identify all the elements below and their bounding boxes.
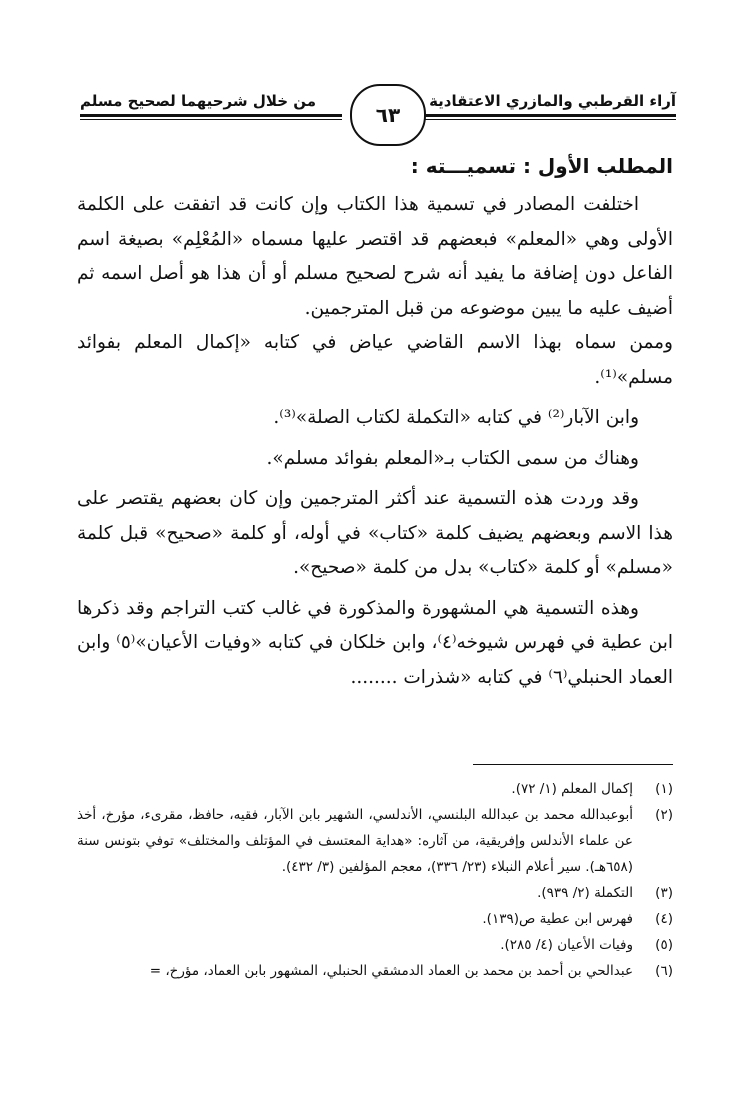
footnote-1 (77, 776, 673, 802)
header-rule-left-thick (80, 114, 342, 117)
main-text (77, 188, 673, 695)
footnote-number: (١) (655, 781, 673, 797)
footnote-text: إكمال المعلم (١/ ٧٢). (511, 781, 633, 797)
page-number: ٦٣ (375, 103, 401, 127)
footnote-4 (77, 906, 673, 932)
paragraph-2: وممن سماه بهذا الاسم القاضي عياض في كتابه «إكمال المعلم بفوائد مسلم»⁽¹⁾. (77, 332, 673, 388)
paragraph-4: وهناك من سمى الكتاب بـ«المعلم بفوائد مسلم». (266, 447, 639, 469)
footnote-2 (77, 802, 673, 880)
footnote-text: عبدالحي بن أحمد بن محمد بن العماد الدمشقي الحنبلي، المشهور بابن العماد، مؤرخ، = (149, 963, 633, 979)
page-number-badge (350, 84, 426, 146)
footnote-text: التكملة (٢/ ٩٣٩). (537, 885, 633, 901)
paragraph-5: وقد وردت هذه التسمية عند أكثر المترجمين وإن كان بعضهم يقتصر على هذا الاسم وبعضهم يضيف كلمة «كتاب» في أوله، أو كلمة «صحيح» قبل كلمة «مسلم» أو كلمة «كتاب» بدل من كلمة «صحيح». (77, 488, 673, 578)
footnote-3 (77, 880, 673, 906)
header-book-subtitle: من خلال شرحيهما لصحيح مسلم (80, 92, 317, 110)
footnote-number: (٥) (655, 937, 673, 953)
footnote-number: (٢) (655, 807, 673, 823)
section-title: المطلب الأول : تسميـــته : (410, 154, 673, 178)
paragraph-6: وهذه التسمية هي المشهورة والمذكورة في غالب كتب التراجم وقد ذكرها ابن عطية في فهرس شيوخه⁽٤⁾، وابن خلكان في كتابه «وفيات الأعيان»⁽٥⁾ وابن العماد الحنبلي⁽٦⁾ في كتابه «شذرات ........ (77, 597, 674, 688)
footnote-text: وفيات الأعيان (٤/ ٢٨٥). (500, 937, 633, 953)
header-rule-left-thin (80, 119, 342, 120)
footnote-number: (٤) (655, 911, 673, 927)
footnote-text: أبوعبدالله محمد بن عبدالله البلنسي، الأندلسي، الشهير بابن الآبار، فقيه، حافظ، مقرىء، مؤرخ، أخذ عن علماء الأندلس وإفريقية، من آثاره: «هداية المعتسف في المؤتلف والمختلف» توفي بتونس سنة (٦٥٨هـ). سير أعلام النبلاء (٢٣/ ٣٣٦)، معجم المؤلفين (٣/ ٤٣٢). (77, 807, 633, 875)
footnote-number: (٣) (655, 885, 673, 901)
paragraph-3: وابن الآبار⁽²⁾ في كتابه «التكملة لكتاب الصلة»⁽³⁾. (273, 407, 639, 428)
footnote-number: (٦) (655, 963, 673, 979)
footnote-5 (77, 932, 673, 958)
running-header (80, 84, 676, 150)
paragraph-1: اختلفت المصادر في تسمية هذا الكتاب وإن كانت قد اتفقت على الكلمة الأولى وهي «المعلم» فبعضهم قد اقتصر عليها مسماه «المُعْلِم» بصيغة اسم الفاعل دون إضافة ما يفيد أنه شرح لصحيح مسلم أو أن هذا هو أصل اسمه ثم أضيف عليه ما يبين موضوعه من قبل المترجمين. (77, 194, 673, 319)
footnotes (77, 776, 673, 984)
footnote-text: فهرس ابن عطية ص(١٣٩). (482, 911, 633, 927)
header-rule-right-thick (414, 114, 676, 117)
header-book-title: آراء القرطبي والمازري الاعتقادية (429, 92, 676, 110)
footnote-separator (473, 764, 673, 765)
footnote-6 (77, 958, 673, 984)
header-rule-right-thin (414, 119, 676, 120)
